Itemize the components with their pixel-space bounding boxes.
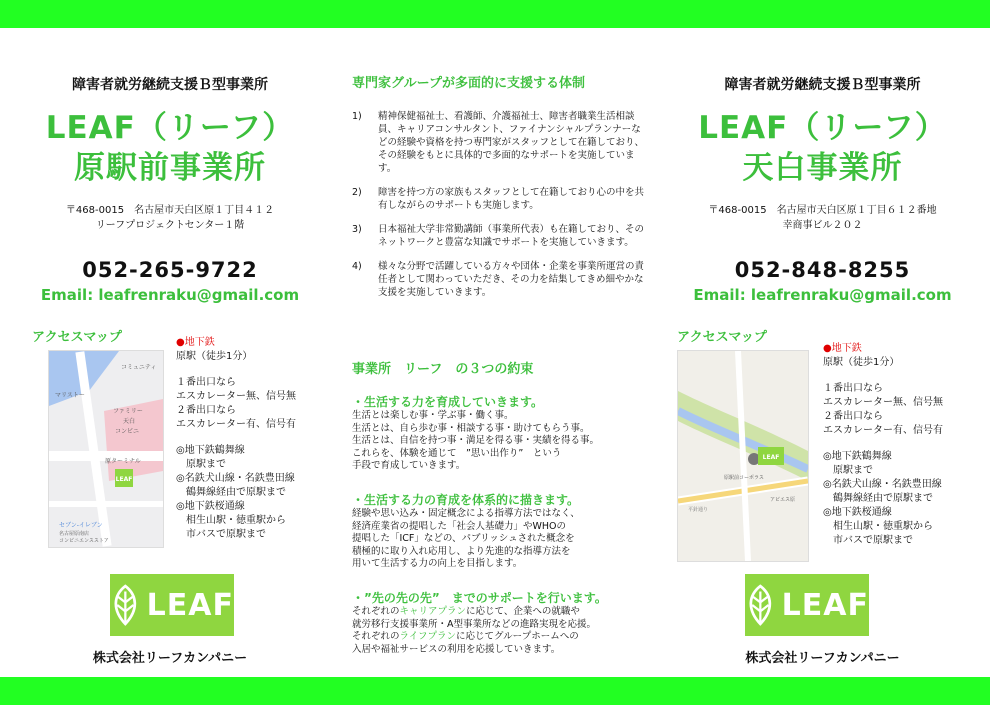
promise-1-line5: 手段で育成していきます。 xyxy=(352,460,466,471)
right-office-name-line1: LEAF（リーフ） xyxy=(698,110,947,146)
promise-1-heading: ・生活する力を育成していきます。 xyxy=(352,395,544,409)
support-heading: 専門家グループが多面的に支援する体制 xyxy=(352,76,585,91)
right-subtitle: 障害者就労継続支援Ｂ型事業所 xyxy=(724,77,921,93)
left-station-marker: ●地下鉄 xyxy=(176,337,215,348)
right-route2-a: ◎名鉄犬山線・名鉄豊田線 xyxy=(823,479,942,490)
promise-heading: 事業所 リーフ の３つの約束 xyxy=(352,362,534,377)
right-access-map[interactable] xyxy=(677,350,809,562)
left-route2-b: 鶴舞線経由で原駅まで xyxy=(176,487,286,498)
career-plan-text: キャリアプラン xyxy=(399,606,467,617)
left-exit2: ２番出口なら xyxy=(176,405,236,416)
top-green-band xyxy=(0,0,990,28)
leaf-icon xyxy=(745,582,776,628)
list-item-number: 4) xyxy=(352,261,362,272)
left-phone[interactable]: 052-265-9722 xyxy=(82,258,258,282)
right-exit1: １番出口なら xyxy=(823,383,883,394)
promise-3-line1-b: に応じて、企業への就職や xyxy=(466,606,580,617)
left-exit1-note: エスカレーター無、信号無 xyxy=(176,391,296,402)
right-route3-c: 市バスで原駅まで xyxy=(823,535,913,546)
list-item-text: 精神保健福祉士、看護師、介護福祉士、障害者職業生活相談員、キャリアコンサルタント、ファイナンシャルプランナーなどの経験や資格を持つ専門家がスタッフとして在籍しており、その経験をもとに具体的で多面的なサポートを実施しています。 xyxy=(378,111,645,174)
left-route3-c: 市バスで原駅まで xyxy=(176,529,266,540)
left-map-label-7: コンビニエンスストア xyxy=(59,538,109,544)
right-map-label-1: 原駅前コーポラス xyxy=(724,475,764,481)
list-item xyxy=(352,186,650,212)
list-item xyxy=(352,223,650,249)
promise-2-heading: ・生活する力の育成を体系的に描きます。 xyxy=(352,493,580,507)
left-exit2-note: エスカレーター有、信号有 xyxy=(176,419,296,430)
right-map-label-2: アピエス原 xyxy=(770,497,796,503)
promise-2-line4: 積極的に取り入れ応用し、より先進的な指導方法を xyxy=(352,545,571,557)
right-office-name-line2: 天白事業所 xyxy=(742,150,903,186)
leaf-icon xyxy=(110,582,141,628)
right-route2-b: 鶴舞線経由で原駅まで xyxy=(823,493,933,504)
left-station: 原駅（徒歩1分） xyxy=(176,351,253,362)
promise-1-line4: これらを、体験を通じて ”思い出作り” という xyxy=(352,447,562,459)
left-route3-a: ◎地下鉄桜通線 xyxy=(176,501,245,512)
right-company-name: 株式会社リーフカンパニー xyxy=(745,651,900,666)
right-exit1-note: エスカレーター無、信号無 xyxy=(823,397,943,408)
middle-panel xyxy=(340,28,655,677)
right-address-line1: 〒468-0015 名古屋市天白区原１丁目６１２番地 xyxy=(708,205,937,216)
left-logo-text: LEAF xyxy=(146,587,234,623)
promise-3-line1-a: それぞれの xyxy=(352,606,400,617)
list-item-number: 3) xyxy=(352,224,362,235)
right-exit2-note: エスカレーター有、信号有 xyxy=(823,425,943,436)
promise-3 xyxy=(352,590,652,656)
promise-3-line3-a: それぞれの xyxy=(352,631,400,642)
left-map-label-3: コンビニ xyxy=(115,428,140,435)
left-company-name: 株式会社リーフカンパニー xyxy=(92,651,248,666)
right-route1-b: 原駅まで xyxy=(823,465,873,476)
left-subtitle: 障害者就労継続支援Ｂ型事業所 xyxy=(72,77,268,93)
promise-1 xyxy=(352,394,652,473)
promise-3-line3 xyxy=(352,631,652,644)
promise-3-line1 xyxy=(352,606,652,619)
promise-3-heading: ・”先の先の先” までのサポートを行います。 xyxy=(352,591,607,605)
bottom-green-band xyxy=(0,677,990,705)
right-exit2: ２番出口なら xyxy=(823,411,883,422)
list-item-text: 日本福祉大学非常勤講師（事業所代表）も在籍しており、そのネットワークと豊富な知識でサポートを実施していきます。 xyxy=(378,224,645,248)
right-station-marker: ●地下鉄 xyxy=(823,343,862,354)
left-access-title: アクセスマップ xyxy=(32,330,122,345)
promise-2-line1: 経験や思い込み・固定概念による指導方法ではなく、 xyxy=(352,508,580,519)
promise-1-line1: 生活とは楽しむ事・学ぶ事・働く事。 xyxy=(352,410,514,421)
right-route3-a: ◎地下鉄桜通線 xyxy=(823,507,892,518)
left-map-label-1: ファミリー xyxy=(113,408,143,415)
right-logo-text: LEAF xyxy=(781,587,869,623)
left-email[interactable]: Email: leafrenraku@gmail.com xyxy=(40,286,300,304)
left-office-name-line1: LEAF（リーフ） xyxy=(45,110,295,146)
left-address xyxy=(0,203,340,233)
promise-2-line5: 用いて生活する力の向上を目指します。 xyxy=(352,558,523,569)
right-route3-b: 相生山駅・徳重駅から xyxy=(823,521,933,532)
right-phone[interactable]: 052-848-8255 xyxy=(734,258,911,282)
right-access-info xyxy=(823,342,943,548)
left-map-label-9: コミュニティ xyxy=(121,364,157,371)
promise-1-line3: 生活とは、自信を持つ事・満足を得る事・実績を得る事。 xyxy=(352,435,600,446)
right-access-title: アクセスマップ xyxy=(677,330,767,345)
list-item-number: 2) xyxy=(352,187,362,198)
right-station: 原駅（徒歩1分） xyxy=(823,357,900,368)
list-item-text: 障害を持つ方の家族もスタッフとして在籍しており心の中を共有しながらのサポートも実施します。 xyxy=(378,187,645,211)
right-map-label-3: 平針通り xyxy=(688,507,709,513)
left-exit1: １番出口なら xyxy=(176,377,236,388)
left-access-map[interactable] xyxy=(48,350,164,548)
left-map-label-5: セブン-イレブン xyxy=(59,522,103,529)
list-item-number: 1) xyxy=(352,111,362,122)
list-item-text: 様々な分野で活躍している方々や団体・企業を事業所運営の責任者として関わっていただき、その力を結集してきめ細やかな支援を実施していきます。 xyxy=(378,261,645,298)
right-email[interactable]: Email: leafrenraku@gmail.com xyxy=(693,286,952,304)
promise-1-line2: 生活とは、自ら歩む事・相談する事・助けてもらう事。 xyxy=(352,422,590,434)
promise-2-line3: 提唱した「ICF」などの、パブリッシュされた概念を xyxy=(352,533,575,544)
right-route1-a: ◎地下鉄鶴舞線 xyxy=(823,451,892,462)
left-route1-a: ◎地下鉄鶴舞線 xyxy=(176,445,245,456)
left-address-line2: リーフプロジェクトセンター１階 xyxy=(95,220,245,231)
right-map-logo-text: LEAF xyxy=(762,454,780,461)
left-map-label-0: マリストー xyxy=(55,392,85,399)
support-list xyxy=(352,110,650,310)
left-route1-b: 原駅まで xyxy=(176,459,226,470)
left-address-line1: 〒468-0015 名古屋市天白区原１丁目４１２ xyxy=(65,205,275,216)
left-route2-a: ◎名鉄犬山線・名鉄豊田線 xyxy=(176,473,295,484)
left-panel xyxy=(0,28,340,677)
list-item xyxy=(352,110,650,175)
right-panel xyxy=(655,28,990,677)
promise-3-line2: 就労移行支援事業所・A型事業所などの進路実現を応援。 xyxy=(352,618,596,630)
left-route3-b: 相生山駅・徳重駅から xyxy=(176,515,286,526)
right-address-line2: 幸商事ビル２０２ xyxy=(782,220,863,231)
left-map-logo-text: LEAF xyxy=(115,476,133,483)
list-item xyxy=(352,260,650,299)
left-office-name-line2: 原駅前事業所 xyxy=(74,150,266,186)
promise-2-line2: 経済産業省の提唱した「社会人基礎力」やWHOの xyxy=(352,520,567,532)
life-plan-text: ライフプラン xyxy=(399,631,456,642)
left-map-label-6: 名古屋原南店 xyxy=(59,531,90,537)
left-map-label-2: 天白 xyxy=(123,418,136,425)
promise-3-line3-b: に応じてグループホームへの xyxy=(455,631,579,642)
promise-2 xyxy=(352,492,652,571)
right-leaf-logo xyxy=(745,574,869,636)
left-access-info xyxy=(176,336,296,542)
right-address xyxy=(655,203,990,233)
left-map-label-4: 原ターミナル xyxy=(105,458,141,465)
promise-3-line4: 入居や福祉サービスの利用を応援していきます。 xyxy=(352,643,561,655)
left-leaf-logo xyxy=(110,574,234,636)
